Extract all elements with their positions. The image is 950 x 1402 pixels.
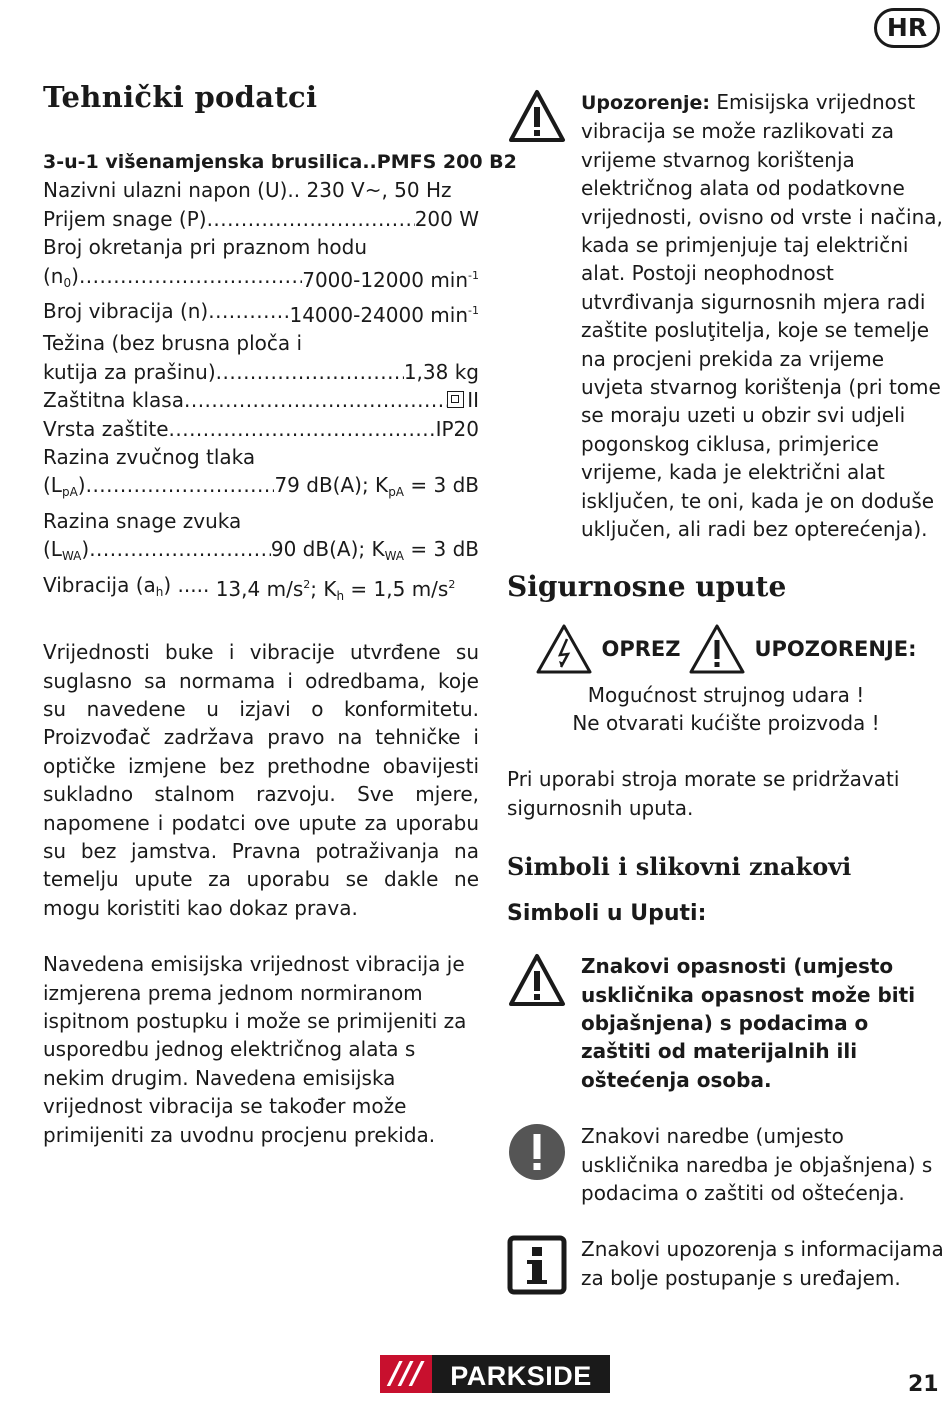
danger-signs-item <box>507 952 945 1094</box>
page-number: 21 <box>908 1372 939 1397</box>
spec-vibration-rate: Broj vibracija (n) ..... 14000-24000 $\min^{-1}$ <box>43 297 479 329</box>
symbols-heading: Simboli i slikovni znakovi <box>507 852 852 882</box>
parkside-logo: /// PARKSIDE <box>380 1355 610 1393</box>
warning-label-upper: UPOZORENJE: <box>754 636 917 661</box>
noise-vibration-paragraph: Vrijednosti buke i vibracije utvrđene su suglasno sa normama i odredbama, koje su navedene u izjavi o konformitetu. Proizvođač zadržava pravo na tehničke i optičke izmjene bez prethodne obavijesti sukladno stalnom razvoju. Sve mjere, napomene i podatci ove upute za uporabu su bez jamstva. Pravna potraživanja na temelju upute za uporabu se dakle ne mogu koristiti kao dokaz prava. <box>43 640 479 920</box>
spec-voltage: Nazivni ulazni napon (U) .. 230 V~, 50 Hz <box>43 178 452 203</box>
vibration-warning <box>507 88 945 544</box>
language-badge: HR <box>874 8 940 48</box>
spec-model: 3-u-1 višenamjenska brusilica .. PMFS 200 B2 <box>43 151 517 173</box>
mandatory-circle-icon <box>507 1122 567 1186</box>
spec-power: Prijem snage (P) ..... 200 W <box>43 205 479 233</box>
warning-label: Upozorenje: <box>581 92 710 114</box>
spec-speed: $(n_0)$ ..... 7000-12000 $\min^{-1}$ <box>43 262 479 297</box>
info-icon <box>507 1235 567 1299</box>
order-signs-item <box>507 1122 945 1207</box>
double-insulation-icon <box>447 391 464 408</box>
spec-ip-rating: Vrsta zaštite ..... IP20 <box>43 415 479 443</box>
spec-spl-label: Razina zvučnog tlaka <box>43 445 256 470</box>
spec-list <box>43 148 517 610</box>
shock-warning-line2: Ne otvarati kućište proizvoda ! <box>572 710 880 735</box>
spec-weight: kutija za prašinu) ..... 1,38 kg <box>43 358 479 386</box>
left-column <box>43 80 517 1149</box>
info-signs-text: Znakovi upozorenja s informacijama za bolje postupanje s uređajem. <box>581 1237 944 1290</box>
spec-weight-label: Težina (bez brusna ploča i <box>43 331 303 356</box>
spec-swl: $(L_{WA})$ ..... 90 dB(A); $K_{WA} = 3$ dB <box>43 535 479 570</box>
warning-triangle-icon <box>688 623 746 675</box>
symbols-subheading: Simboli u Uputi: <box>507 901 707 927</box>
danger-signs-text: Znakovi opasnosti (umjesto uskličnika opasnost može biti objašnjena) s podacima o zaštiti od materijalnih ili oštećenja osoba. <box>581 954 916 1092</box>
shock-warning-line1: Mogućnost strujnog udara ! <box>587 682 865 707</box>
caution-row <box>507 623 945 675</box>
spec-swl-label: Razina snage zvuka <box>43 508 242 533</box>
warning-triangle-icon <box>507 952 567 1012</box>
caution-label: OPREZ <box>601 636 681 661</box>
spec-speed-label: Broj okretanja pri praznom hodu <box>43 235 368 260</box>
usage-instruction: Pri uporabi stroja morate se pridržavati sigurnosnih uputa. <box>507 767 900 820</box>
info-signs-item <box>507 1235 945 1299</box>
warning-text: Emisijska vrijednost vibracija se može razlikovati za vrijeme stvarnog korištenja električnog alata od podatkovne vrijednosti, ovisno od vrste i načina, kada se primjenjuje taj električni alat. Postoji neophodnost utvrđivanja sigurnosnih mjera radi zaštite posluţitelja, koje se temelje na procjeni prekida za vrijeme uvjeta stvarnog korištenja (pri tome se moraju uzeti u obzir svi udjeli pogonskog ciklusa, primjerice vrijeme, kada je električni alat isključen, te oni, kada je on doduše uključen, ali radi bez opterećenja). <box>581 90 943 542</box>
emission-paragraph: Navedena emisijska vrijednost vibracija je izmjerena prema jednom normiranom ispitnom postupku i može se primijeniti za usporedbu jednog električnog alata s nekim drugim. Navedena emisijska vrijednost vibracija se također može primijeniti za uvodnu procjenu prekida. <box>43 952 467 1147</box>
order-signs-text: Znakovi naredbe (umjesto uskličnika naredba je objašnjena) s podacima o zaštiti od oštećenja. <box>581 1124 933 1205</box>
technical-data-heading: Tehnički podatci <box>43 80 318 114</box>
spec-vibration: Vibracija $(a_h)$ ..... 13,4 $m/s^2$; $K_h = 1,5$ $m/s^2$ <box>43 572 456 603</box>
right-column <box>507 88 945 1299</box>
electric-shock-icon <box>535 623 593 675</box>
warning-triangle-icon <box>507 88 567 148</box>
safety-heading: Sigurnosne upute <box>507 569 787 603</box>
spec-spl: $(L_{pA})$ ..... 79 dB(A); $K_{pA} = 3$ dB <box>43 471 479 506</box>
spec-protection-class: Zaštitna klasa ..... II <box>43 386 479 414</box>
